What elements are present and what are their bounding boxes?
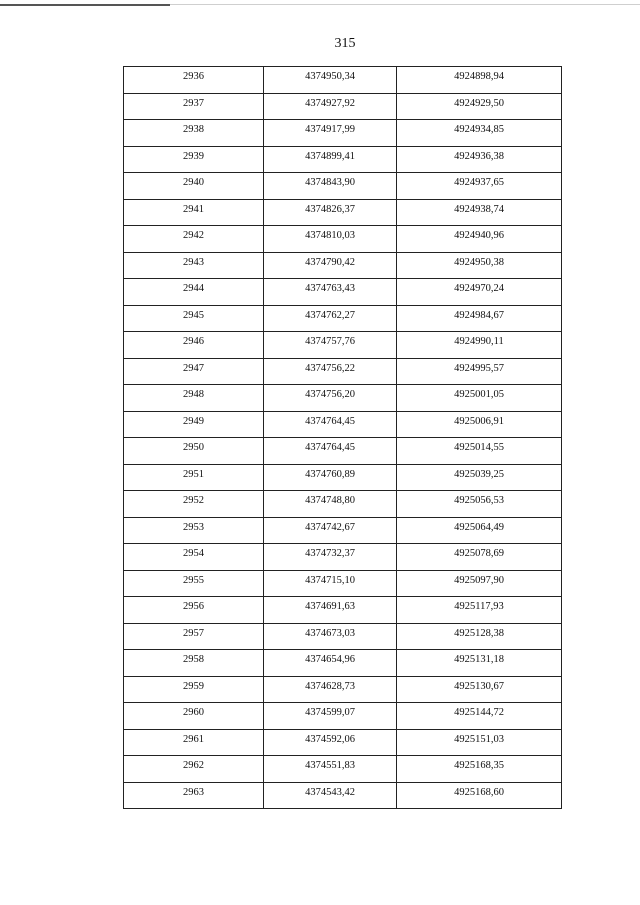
x-coordinate-cell: 4374732,37 [264,544,397,571]
y-coordinate-cell: 4924938,74 [397,199,562,226]
y-coordinate-cell: 4924898,94 [397,67,562,94]
x-coordinate-cell: 4374917,99 [264,120,397,147]
y-coordinate-cell: 4925078,69 [397,544,562,571]
table-row [124,438,562,465]
coordinates-table-body [124,67,562,809]
point-number-cell: 2946 [124,332,264,359]
y-coordinate-cell: 4924984,67 [397,305,562,332]
table-row [124,67,562,94]
point-number-cell: 2950 [124,438,264,465]
point-number-cell: 2949 [124,411,264,438]
y-coordinate-cell: 4925014,55 [397,438,562,465]
x-coordinate-cell: 4374826,37 [264,199,397,226]
point-number-cell: 2948 [124,385,264,412]
table-row [124,146,562,173]
x-coordinate-cell: 4374742,67 [264,517,397,544]
y-coordinate-cell: 4925144,72 [397,703,562,730]
y-coordinate-cell: 4924990,11 [397,332,562,359]
x-coordinate-cell: 4374790,42 [264,252,397,279]
y-coordinate-cell: 4925130,67 [397,676,562,703]
point-number-cell: 2947 [124,358,264,385]
point-number-cell: 2939 [124,146,264,173]
x-coordinate-cell: 4374843,90 [264,173,397,200]
point-number-cell: 2956 [124,597,264,624]
table-row [124,173,562,200]
x-coordinate-cell: 4374543,42 [264,782,397,809]
point-number-cell: 2953 [124,517,264,544]
y-coordinate-cell: 4924950,38 [397,252,562,279]
table-row [124,279,562,306]
x-coordinate-cell: 4374762,27 [264,305,397,332]
point-number-cell: 2942 [124,226,264,253]
coordinates-table [123,66,562,809]
table-row [124,199,562,226]
x-coordinate-cell: 4374654,96 [264,650,397,677]
y-coordinate-cell: 4925168,35 [397,756,562,783]
table-row [124,385,562,412]
y-coordinate-cell: 4925168,60 [397,782,562,809]
x-coordinate-cell: 4374764,45 [264,438,397,465]
y-coordinate-cell: 4925131,18 [397,650,562,677]
point-number-cell: 2961 [124,729,264,756]
table-row [124,570,562,597]
point-number-cell: 2954 [124,544,264,571]
x-coordinate-cell: 4374763,43 [264,279,397,306]
y-coordinate-cell: 4924929,50 [397,93,562,120]
x-coordinate-cell: 4374927,92 [264,93,397,120]
table-row [124,411,562,438]
y-coordinate-cell: 4924937,65 [397,173,562,200]
page-number: 315 [334,36,356,51]
table-row [124,305,562,332]
x-coordinate-cell: 4374628,73 [264,676,397,703]
y-coordinate-cell: 4925151,03 [397,729,562,756]
x-coordinate-cell: 4374756,22 [264,358,397,385]
x-coordinate-cell: 4374592,06 [264,729,397,756]
table-row [124,756,562,783]
point-number-cell: 2940 [124,173,264,200]
y-coordinate-cell: 4924940,96 [397,226,562,253]
point-number-cell: 2957 [124,623,264,650]
point-number-cell: 2955 [124,570,264,597]
table-row [124,517,562,544]
table-row [124,93,562,120]
point-number-cell: 2943 [124,252,264,279]
table-row [124,252,562,279]
y-coordinate-cell: 4924934,85 [397,120,562,147]
y-coordinate-cell: 4925039,25 [397,464,562,491]
top-scan-rule-dark [0,4,170,6]
y-coordinate-cell: 4925006,91 [397,411,562,438]
point-number-cell: 2958 [124,650,264,677]
point-number-cell: 2937 [124,93,264,120]
table-row [124,782,562,809]
x-coordinate-cell: 4374810,03 [264,226,397,253]
x-coordinate-cell: 4374760,89 [264,464,397,491]
x-coordinate-cell: 4374757,76 [264,332,397,359]
x-coordinate-cell: 4374756,20 [264,385,397,412]
point-number-cell: 2960 [124,703,264,730]
table-row [124,623,562,650]
point-number-cell: 2951 [124,464,264,491]
point-number-cell: 2952 [124,491,264,518]
point-number-cell: 2944 [124,279,264,306]
point-number-cell: 2936 [124,67,264,94]
x-coordinate-cell: 4374715,10 [264,570,397,597]
table-row [124,544,562,571]
table-row [124,650,562,677]
y-coordinate-cell: 4925117,93 [397,597,562,624]
point-number-cell: 2941 [124,199,264,226]
y-coordinate-cell: 4924936,38 [397,146,562,173]
x-coordinate-cell: 4374899,41 [264,146,397,173]
table-row [124,491,562,518]
table-row [124,120,562,147]
x-coordinate-cell: 4374748,80 [264,491,397,518]
y-coordinate-cell: 4925056,53 [397,491,562,518]
point-number-cell: 2959 [124,676,264,703]
y-coordinate-cell: 4925064,49 [397,517,562,544]
table-row [124,464,562,491]
x-coordinate-cell: 4374691,63 [264,597,397,624]
y-coordinate-cell: 4925097,90 [397,570,562,597]
table-row [124,597,562,624]
table-row [124,676,562,703]
point-number-cell: 2963 [124,782,264,809]
table-row [124,358,562,385]
point-number-cell: 2945 [124,305,264,332]
y-coordinate-cell: 4925128,38 [397,623,562,650]
y-coordinate-cell: 4925001,05 [397,385,562,412]
x-coordinate-cell: 4374599,07 [264,703,397,730]
x-coordinate-cell: 4374950,34 [264,67,397,94]
point-number-cell: 2962 [124,756,264,783]
x-coordinate-cell: 4374551,83 [264,756,397,783]
table-row [124,226,562,253]
table-row [124,332,562,359]
y-coordinate-cell: 4924970,24 [397,279,562,306]
point-number-cell: 2938 [124,120,264,147]
y-coordinate-cell: 4924995,57 [397,358,562,385]
x-coordinate-cell: 4374673,03 [264,623,397,650]
x-coordinate-cell: 4374764,45 [264,411,397,438]
table-row [124,729,562,756]
table-row [124,703,562,730]
